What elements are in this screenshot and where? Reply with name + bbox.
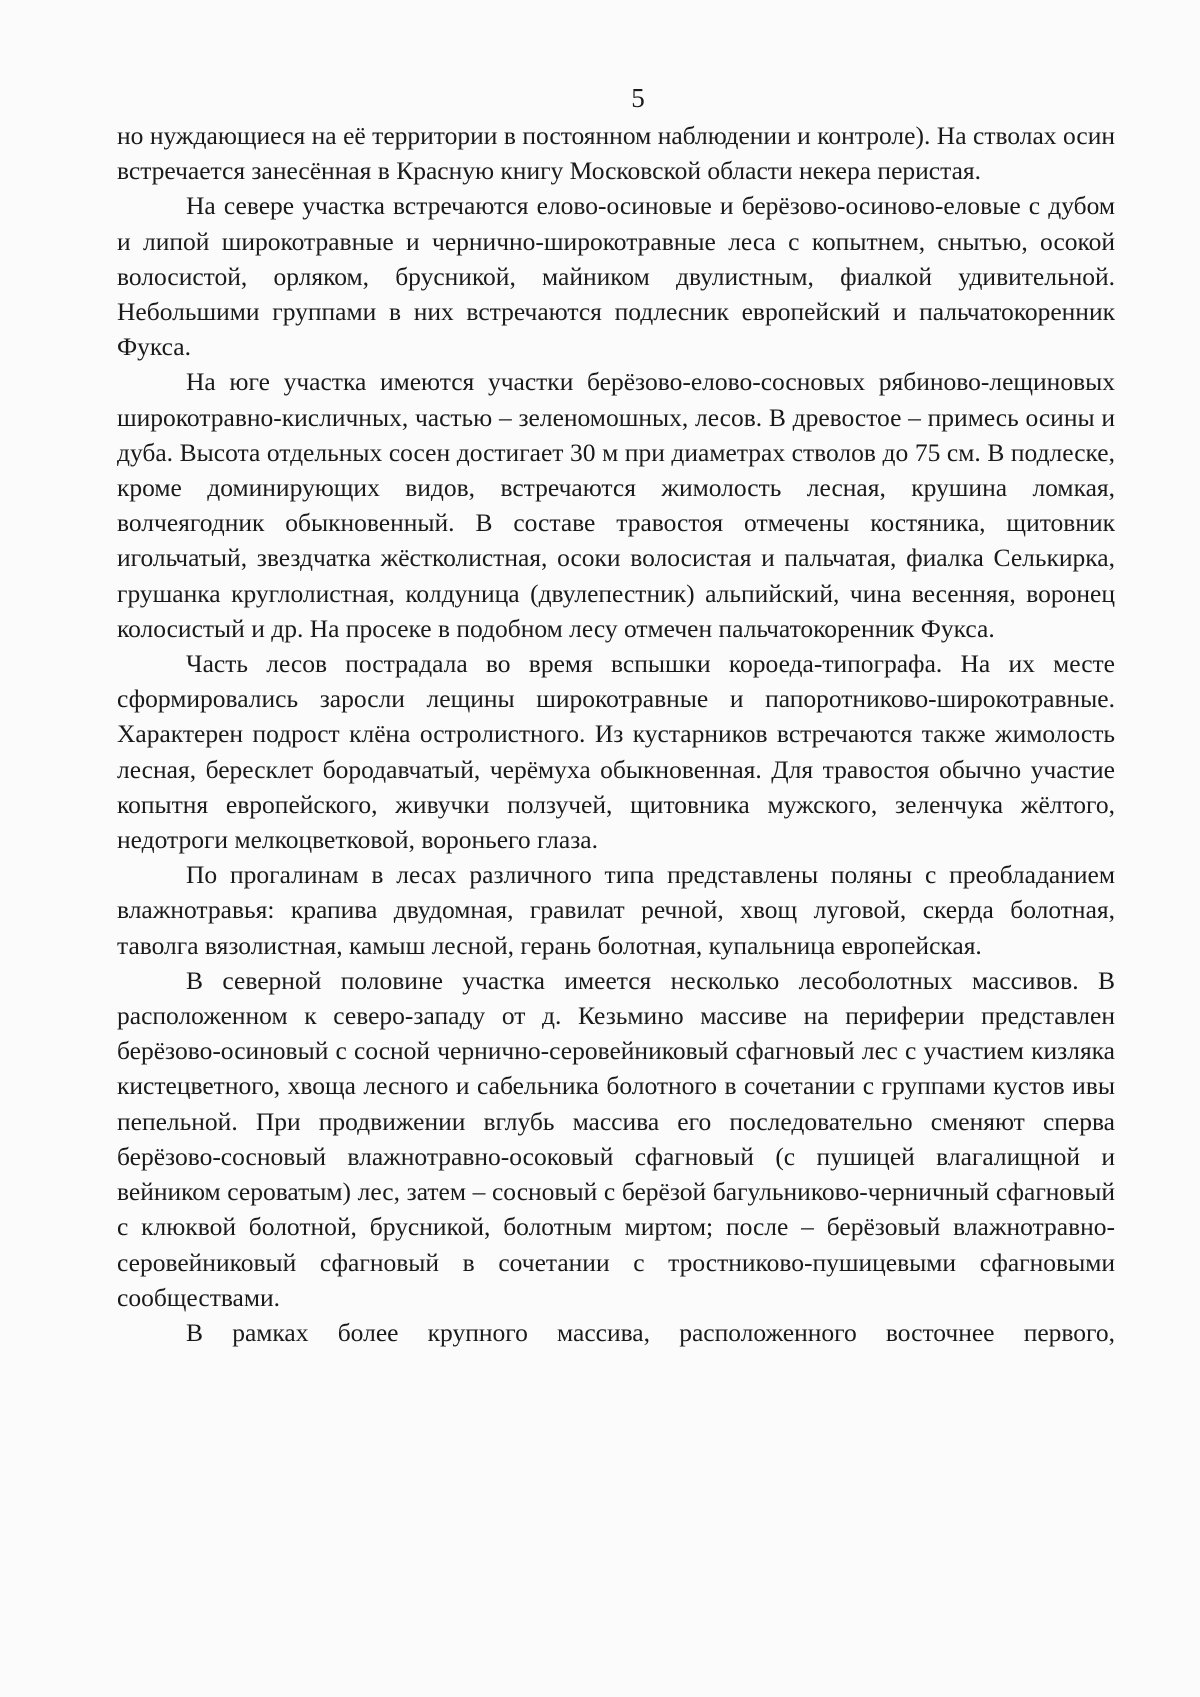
paragraph-bog-massifs: В северной половине участка имеется несколько лесоболотных массивов. В расположенном к северо-западу от д. Кезьмино массиве на периферии представлен берёзово-осиновый с сосной чернично-серовейниковый сфагновый лес с участием кизляка кистецветного, хвоща лесного и сабельника болотного в сочетании с группами кустов ивы пепельной. При продвижении вглубь массива его последовательно сменяют сперва берёзово-сосновый влажнотравно-осоковый сфагновый (с пушицей влагалищной и вейником сероватым) лес, затем – сосновый с берёзой багульниково-черничный сфагновый с клюквой болотной, брусникой, болотным миртом; после – берёзовый влажнотравно-серовейниковый сфагновый в сочетании с тростниково-пушицевыми сфагновыми сообществами. [117, 965, 1115, 1312]
body-text [117, 118, 1115, 1350]
paragraph-larger-massif: В рамках более крупного массива, расположенного восточнее первого, [186, 1317, 1115, 1347]
paragraph-bark-beetle: Часть лесов пострадала во время вспышки короеда-типографа. На их месте сформировались заросли лещины широкотравные и папоротниково-широкотравные. Характерен подрост клёна остролистного. Из кустарников встречаются также жимолость лесная, бересклет бородавчатый, черёмуха обыкновенная. Для травостоя обычно участие копытня европейского, живучки ползучей, щитовника мужского, зеленчука жёлтого, недотроги мелкоцветковой, вороньего глаза. [117, 649, 1115, 855]
paragraph-south-forests: На юге участка имеются участки берёзово-елово-сосновых рябиново-лещиновых широкотравно-кисличных, частью – зеленомошных, лесов. В древостое – примесь осины и дуба. Высота отдельных сосен достигает 30 м при диаметрах стволов до 75 см. В подлеске, кроме доминирующих видов, встречаются жимолость лесная, крушина ломкая, волчеягодник обыкновенный. В составе травостоя отмечены костяника, щитовник игольчатый, звездчатка жёстколистная, осоки волосистая и пальчатая, фиалка Селькирка, грушанка круглолистная, колдуница (двулепестник) альпийский, чина весенняя, воронец колосистый и др. На просеке в подобном лесу отмечен пальчатокоренник Фукса. [117, 367, 1115, 643]
page-number: 5 [631, 83, 645, 113]
paragraph-glades: По прогалинам в лесах различного типа представлены поляны с преобладанием влажнотравья: крапива двудомная, гравилат речной, хвощ луговой, скерда болотная, таволга вязолистная, камыш лесной, герань болотная, купальница европейская. [117, 860, 1115, 960]
paragraph-north-forests: На севере участка встречаются елово-осиновые и берёзово-осиново-еловые с дубом и липой широкотравные и чернично-широкотравные леса с копытнем, снытью, осокой волосистой, орляком, брусникой, майником двулистным, фиалкой удивительной. Небольшими группами в них встречаются подлесник европейский и пальчатокоренник Фукса. [117, 191, 1115, 362]
paragraph-continuation: но нуждающиеся на её территории в постоянном наблюдении и контроле). На стволах осин встречается занесённая в Красную книгу Московской области некера перистая. [117, 121, 1115, 186]
